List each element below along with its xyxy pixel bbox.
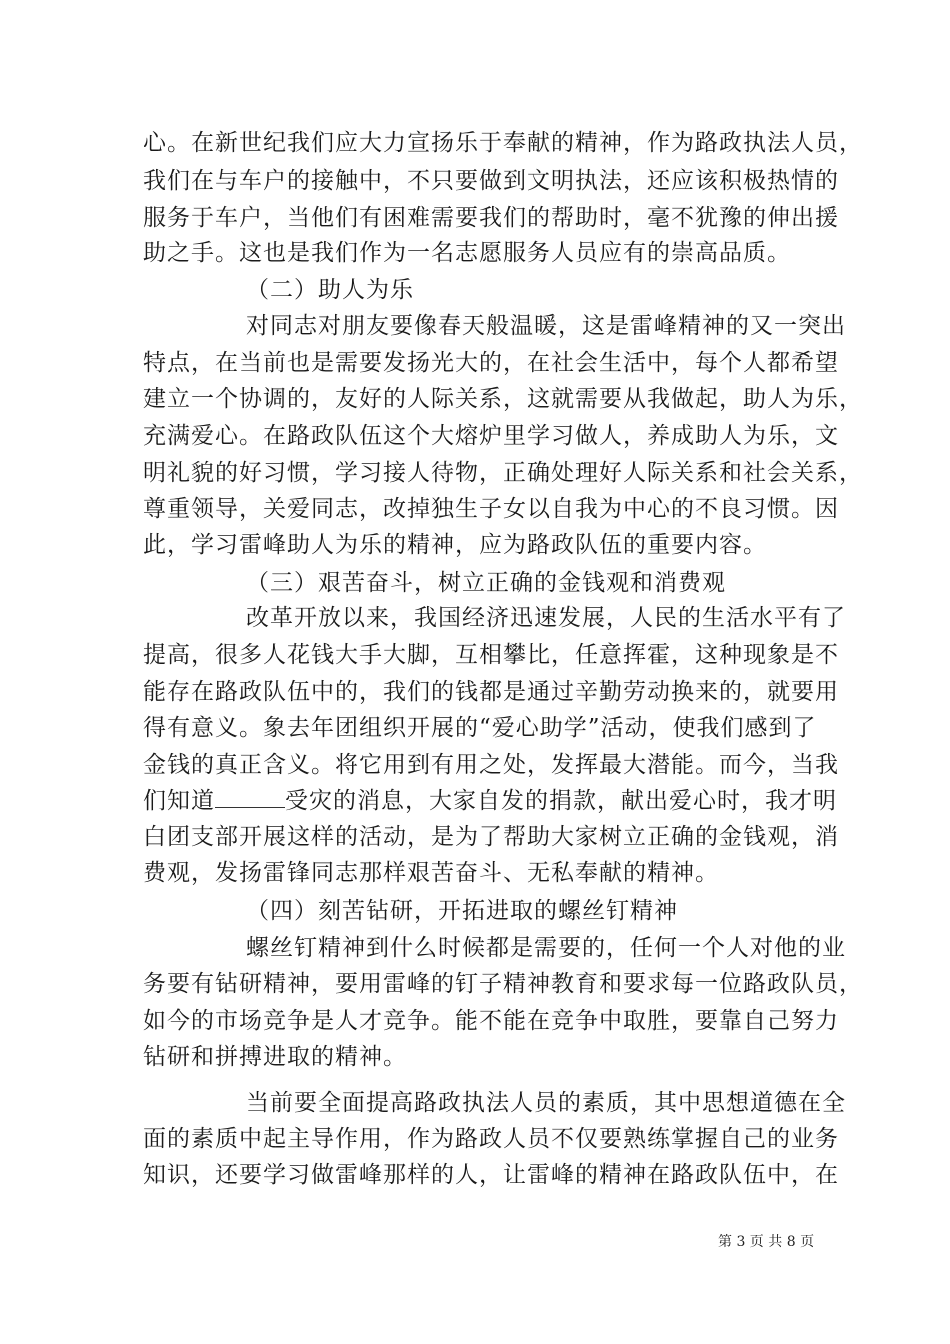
- text-line: 白团支部开展这样的活动，是为了帮助大家树立正确的金钱观，消: [143, 824, 839, 850]
- text-line: 我们在与车户的接触中，不只要做到文明执法，还应该积极热情的: [143, 168, 839, 194]
- page-number: 第 3 页 共 8 页: [718, 1234, 815, 1250]
- text-line: 充满爱心。在路政队伍这个大熔炉里学习做人，养成助人为乐，文: [143, 423, 839, 449]
- text-line: 助之手。这也是我们作为一名志愿服务人员应有的崇高品质。: [143, 240, 791, 266]
- text-line: 费观，发扬雷锋同志那样艰苦奋斗、无私奉献的精神。: [143, 860, 719, 886]
- text-line: 尊重领导，关爱同志，改掉独生子女以自我为中心的不良习惯。因: [143, 496, 839, 522]
- text-line: 面的素质中起主导作用，作为路政人员不仅要熟练掌握自己的业务: [143, 1126, 839, 1152]
- text-line: 特点，在当前也是需要发扬光大的，在社会生活中，每个人都希望: [143, 350, 839, 376]
- text-line: 螺丝钉精神到什么时候都是需要的，任何一个人对他的业: [246, 935, 846, 961]
- text-line: 当前要全面提高路政执法人员的素质，其中思想道德在全: [246, 1090, 846, 1116]
- text-line: 务要有钻研精神，要用雷峰的钉子精神教育和要求每一位路政队员，: [143, 971, 863, 997]
- section-heading-2: （二）助人为乐: [246, 277, 414, 303]
- text-line: 此，学习雷峰助人为乐的精神，应为路政队伍的重要内容。: [143, 532, 767, 558]
- text-line: 改革开放以来，我国经济迅速发展，人民的生活水平有了: [246, 605, 846, 631]
- text-segment: 们知道: [143, 788, 215, 814]
- text-line: 建立一个协调的，友好的人际关系，这就需要从我做起，助人为乐，: [143, 386, 863, 412]
- text-line: 如今的市场竞争是人才竞争。能不能在竞争中取胜，要靠自己努力: [143, 1008, 839, 1034]
- section-heading-4: （四）刻苦钻研，开拓进取的螺丝钉精神: [246, 898, 678, 924]
- text-line-with-blank: [143, 784, 837, 818]
- text-line: 明礼貌的好习惯，学习接人待物，正确处理好人际关系和社会关系，: [143, 460, 863, 486]
- text-line: 服务于车户，当他们有困难需要我们的帮助时，毫不犹豫的伸出援: [143, 205, 839, 231]
- text-line: 得有意义。象去年团组织开展的“爱心助学”活动，使我们感到了: [143, 715, 817, 741]
- text-line: 知识，还要学习做雷峰那样的人，让雷峰的精神在路政队伍中，在: [143, 1162, 839, 1188]
- text-line: 能存在路政队伍中的，我们的钱都是通过辛勤劳动换来的，就要用: [143, 679, 839, 705]
- text-segment: 受灾的消息，大家自发的捐款，献出爱心时，我才明: [285, 788, 837, 814]
- text-line: 钻研和拼搏进取的精神。: [143, 1044, 407, 1070]
- text-line: 对同志对朋友要像春天般温暖，这是雷峰精神的又一突出: [246, 313, 846, 339]
- text-line: 心。在新世纪我们应大力宣扬乐于奉献的精神，作为路政执法人员，: [143, 130, 863, 156]
- section-heading-3: （三）艰苦奋斗，树立正确的金钱观和消费观: [246, 570, 726, 596]
- fill-in-blank: [215, 789, 285, 808]
- text-line: 金钱的真正含义。将它用到有用之处，发挥最大潜能。而今，当我: [143, 752, 839, 778]
- text-line: 提高，很多人花钱大手大脚，互相攀比，任意挥霍，这种现象是不: [143, 642, 839, 668]
